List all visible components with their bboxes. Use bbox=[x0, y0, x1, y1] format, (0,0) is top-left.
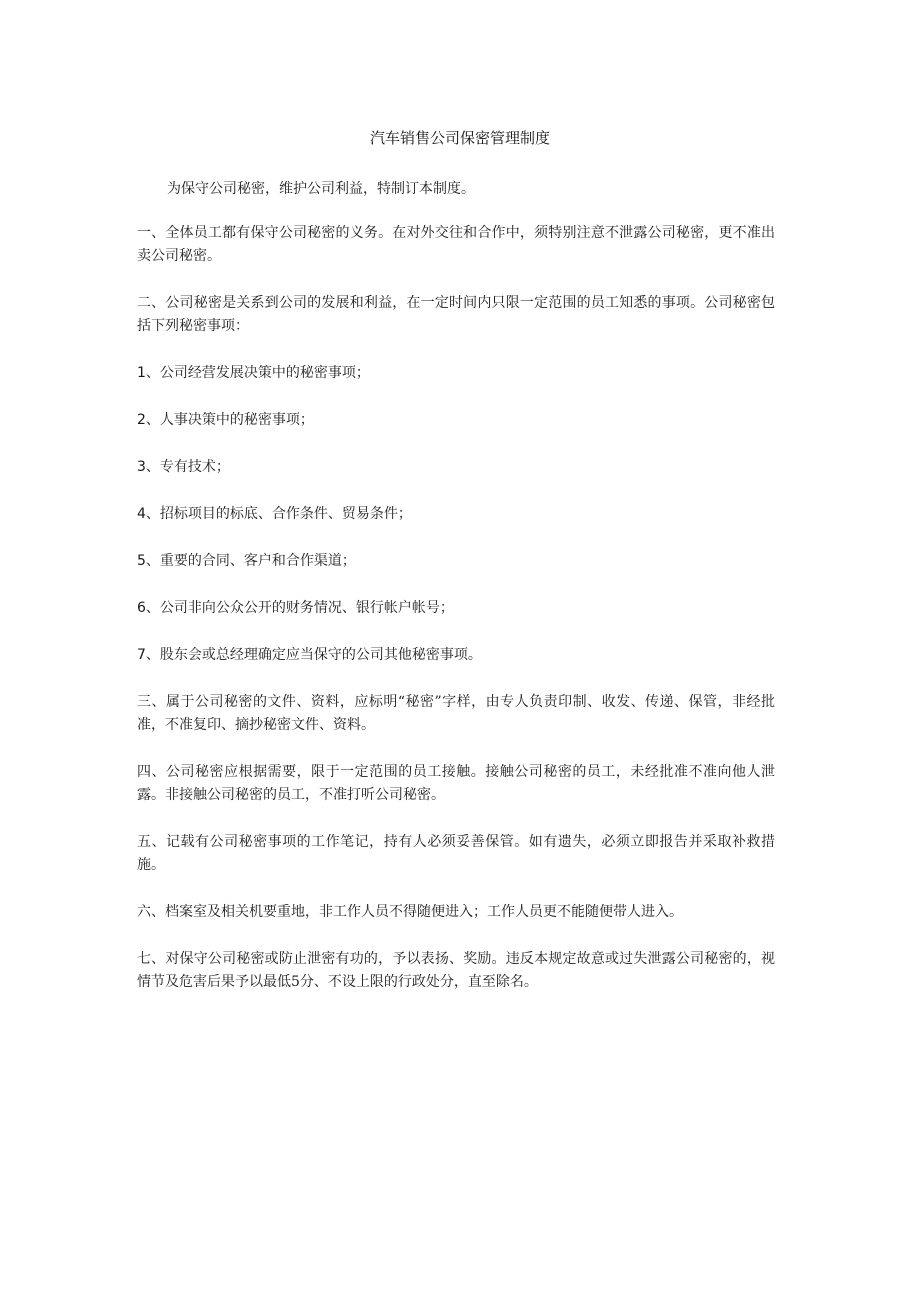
item-number: 1 bbox=[137, 365, 146, 381]
secret-item-1 bbox=[137, 362, 775, 385]
secret-item-2 bbox=[137, 409, 775, 432]
item-text: 、人事决策中的秘密事项； bbox=[145, 412, 314, 428]
secret-item-7 bbox=[137, 644, 775, 667]
item-number: 4 bbox=[137, 506, 146, 522]
item-text: 、公司经营发展决策中的秘密事项； bbox=[145, 365, 370, 381]
item-text: 、重要的合同、客户和合作渠道； bbox=[145, 553, 356, 569]
intro-paragraph: 为保守公司秘密，维护公司利益，特制订本制度。 bbox=[167, 181, 475, 197]
clause-6: 六、档案室及相关机要重地，非工作人员不得随便进入；工作人员更不能随便带人进入。 bbox=[137, 904, 683, 920]
secret-item-3 bbox=[137, 456, 775, 479]
clause-2: 二、公司秘密是关系到公司的发展和利益，在一定时间内只限一定范围的员工知悉的事项。公司秘密包括下列秘密事项： bbox=[137, 295, 775, 334]
item-number: 7 bbox=[137, 647, 146, 663]
document-body bbox=[137, 178, 775, 1018]
clause-4: 四、公司秘密应根据需要，限于一定范围的员工接触。接触公司秘密的员工，未经批准不准向他人泄露。非接触公司秘密的员工，不准打听公司秘密。 bbox=[137, 764, 775, 803]
item-text: 、公司非向公众公开的财务情况、银行帐户帐号； bbox=[145, 600, 454, 616]
secret-item-4 bbox=[137, 503, 775, 526]
clause-5: 五、记载有公司秘密事项的工作笔记，持有人必须妥善保管。如有遗失，必须立即报告并采取补救措施。 bbox=[137, 834, 775, 873]
item-text: 、专有技术； bbox=[145, 459, 230, 475]
clause-1: 一、全体员工都有保守公司秘密的义务。在对外交往和合作中，须特别注意不泄露公司秘密，更不准出卖公司秘密。 bbox=[137, 225, 775, 264]
item-text: 、股东会或总经理确定应当保守的公司其他秘密事项。 bbox=[145, 647, 482, 663]
secret-item-6 bbox=[137, 597, 775, 620]
item-number: 6 bbox=[137, 600, 146, 616]
document-title: 汽车销售公司保密管理制度 bbox=[369, 129, 550, 147]
item-number: 2 bbox=[137, 412, 146, 428]
item-number: 5 bbox=[137, 553, 146, 569]
secret-item-5 bbox=[137, 550, 775, 573]
item-text: 、招标项目的标底、合作条件、贸易条件； bbox=[145, 506, 412, 522]
clause-3: 三、属于公司秘密的文件、资料，应标明“秘密”字样，由专人负责印制、收发、传递、保管，非经批准，不准复印、摘抄秘密文件、资料。 bbox=[137, 694, 775, 733]
item-number: 3 bbox=[137, 459, 146, 475]
clause-7: 七、对保守公司秘密或防止泄密有功的，予以表扬、奖励。违反本规定故意或过失泄露公司秘密的，视情节及危害后果予以最低5分、不设上限的行政处分，直至除名。 bbox=[137, 951, 775, 990]
